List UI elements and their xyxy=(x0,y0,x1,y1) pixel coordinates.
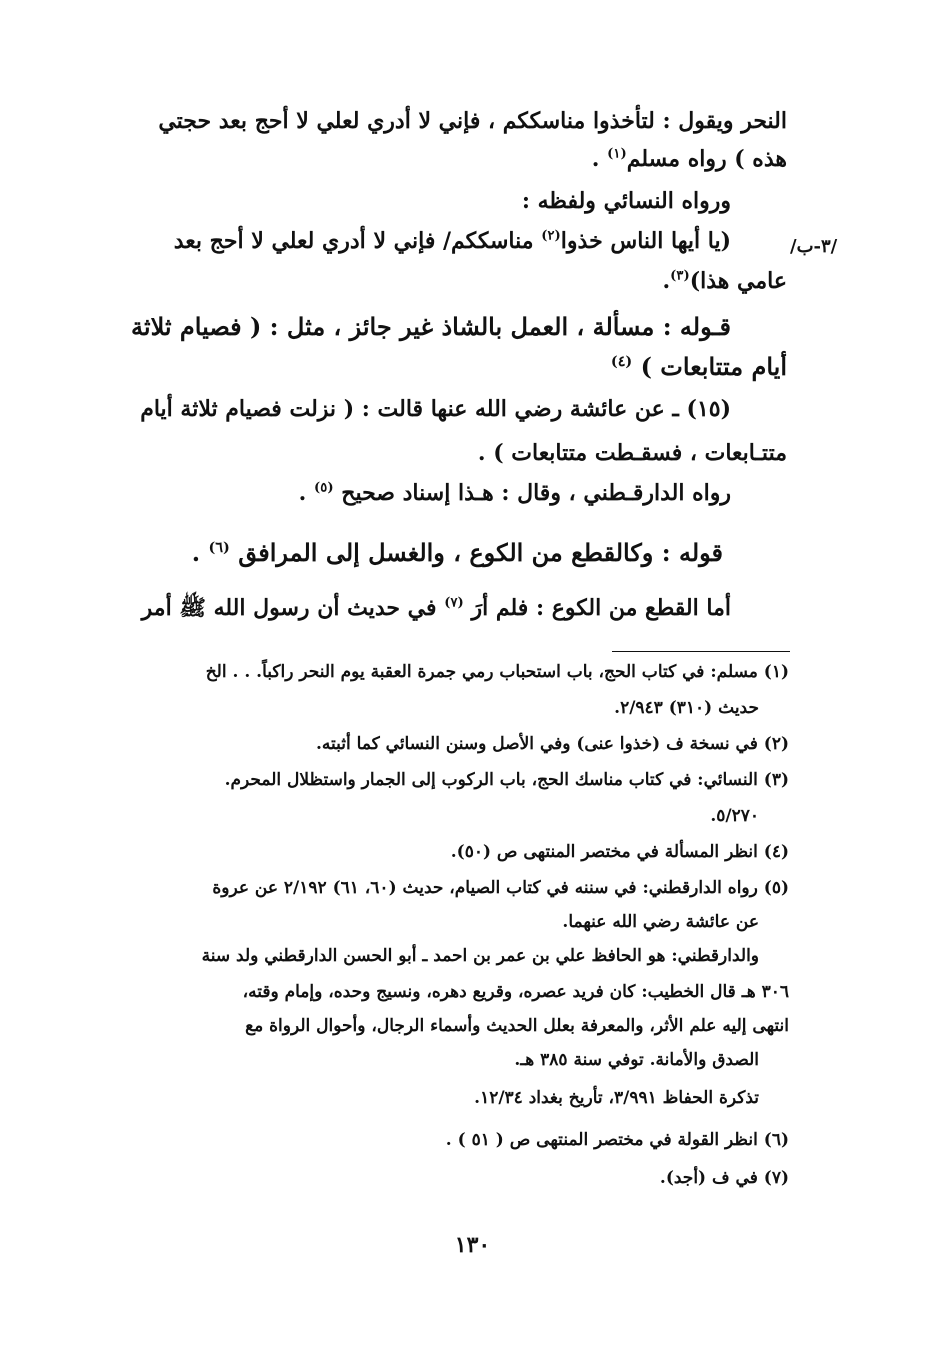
footnote-line: ٥/٢٧٠. xyxy=(710,806,759,826)
footnote-ref: (٣) xyxy=(670,268,690,284)
footnote-line: انتهى إليه علم الأثر، والمعرفة بعلل الحديث وأسماء الرجال، وأحوال الرواة مع xyxy=(245,1016,789,1036)
hadith-line: متتـابعات ، فسقـطت متتابعات ) . xyxy=(477,440,787,466)
body-text: مناسككم/ فإني لا أدري لعلي لا أحج بعد xyxy=(173,228,534,254)
footnote-line: تذكرة الحفاظ ٣/٩٩١، تأريخ بغداد ١٢/٣٤. xyxy=(474,1088,759,1108)
page-number: ١٣٠ xyxy=(454,1232,491,1258)
footnote-line: (٢) في نسخة ف (خذوا عنى) وفي الأصل وسنن النسائي كما أثبته. xyxy=(315,734,789,754)
body-line: ورواه النسائي ولفظه : xyxy=(521,188,731,214)
footnote-line: ٣٠٦ هـ قال الخطيب: كان فريد عصره، وقريع دهره، ونسيج وحده، وإمام وقته، xyxy=(242,982,789,1002)
body-text: رواه الدارقـطني ، وقال : هـذا إسناد صحيح xyxy=(341,480,731,506)
body-text: (يا أيها الناس خذوا xyxy=(560,228,731,254)
footnote-ref: (٦) xyxy=(208,539,230,556)
body-text: أما القطع من الكوع : فلم أرَ xyxy=(471,595,731,621)
footnote-line: (١) مسلم: في كتاب الحج، باب استحباب رمي جمرة العقبة يوم النحر راكباً. . . الخ xyxy=(205,662,789,682)
section-heading: قوله : وكالقطع من الكوع ، والغسل إلى المرافق $^{(٦)}$ . xyxy=(191,538,723,567)
heading-text: قوله : وكالقطع من الكوع ، والغسل إلى المرافق xyxy=(238,538,723,567)
footnote-ref: (٢) xyxy=(541,228,561,244)
footnote-ref: (١) xyxy=(607,146,627,162)
footnote-line: والدارقطني: هو الحافظ علي بن عمر بن احمد ـ أبو الحسن الدارقطني ولد سنة xyxy=(201,946,759,966)
margin-folio-note: /٣-ب/ xyxy=(790,236,838,257)
footnote-line: (٥) رواه الدارقطني: في سننه في كتاب الصيام، حديث (٦٠، ٦١) ٢/١٩٢ عن عروة xyxy=(212,878,789,898)
footnote-line: عن عائشة رضي الله عنهما. xyxy=(562,912,759,932)
body-line: هذه ) رواه مسلم$^{(١)}$ . xyxy=(591,146,787,172)
footnote-ref: (٤) xyxy=(610,353,633,370)
body-text: هذه ) رواه مسلم xyxy=(626,146,787,172)
footnote-separator xyxy=(612,651,790,652)
section-heading: قـوله : مسألة ، العمل بالشاذ غير جائز ، مثل : ( فصيام ثلاثة xyxy=(131,312,731,341)
body-text: عامي هذا) xyxy=(689,268,787,294)
body-line: رواه الدارقـطني ، وقال : هـذا إسناد صحيح $^{(٥)}$ . xyxy=(298,480,731,506)
heading-text: أيام متتابعات ) xyxy=(640,352,787,381)
body-line xyxy=(174,228,731,254)
hadith-line: (١٥) ـ عن عائشة رضي الله عنها قالت : ( نزلت فصيام ثلاثة أيام xyxy=(140,396,731,422)
body-line: النحر ويقول : لتأخذوا مناسككم ، فإني لا أدري لعلي لا أحج بعد حجتي xyxy=(158,108,787,134)
footnote-line: (٣) النسائي: في كتاب مناسك الحج، باب الركوب إلى الجمار واستظلال المحرم. xyxy=(224,770,789,790)
body-text: في حديث أن رسول الله ﷺ أمر xyxy=(141,595,437,621)
footnote-line: (٧) في ف (أجد). xyxy=(659,1168,789,1188)
section-heading xyxy=(611,352,787,381)
body-line xyxy=(142,594,731,626)
footnote-line: (٤) انظر المسألة في مختصر المنتهى ص (٥٠). xyxy=(450,842,789,862)
body-line: عامي هذا)$^{(٣)}$. xyxy=(662,268,787,294)
footnote-line: حديث (٣١٠) ٢/٩٤٣. xyxy=(614,698,759,718)
footnote-ref: (٧) xyxy=(444,595,464,611)
footnote-line: (٦) انظر القولة في مختصر المنتهى ص ( ٥١ ) . xyxy=(445,1130,789,1150)
footnote-ref: (٥) xyxy=(313,480,334,496)
footnote-line: الصدق والأمانة. توفي سنة ٣٨٥ هـ. xyxy=(514,1050,759,1070)
